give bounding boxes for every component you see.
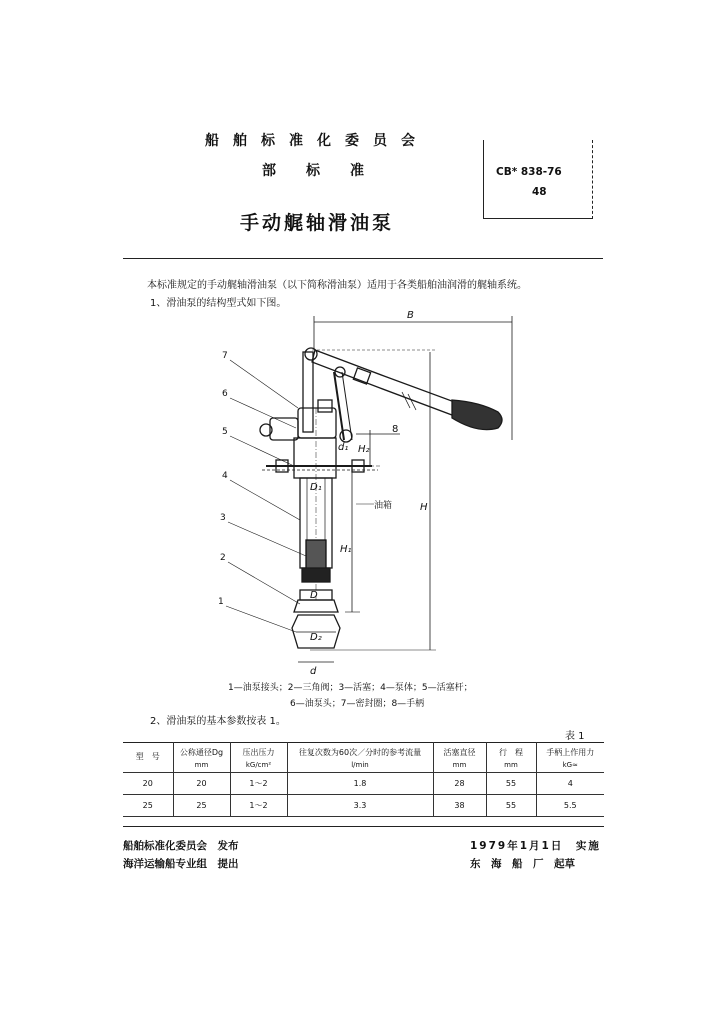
bottom-rule [123,826,604,827]
item-2-text: 2、滑油泵的基本参数按表 1。 [150,716,286,727]
table-cell: 3.3 [287,795,433,817]
callout-4: 4 [222,471,228,481]
table-header-row [123,743,604,773]
figure-caption-line-2: 6—油泵头；7—密封圈；8—手柄 [290,699,425,709]
callout-1: 1 [218,597,224,607]
page-title: 手动艉轴滑油泵 [240,212,395,234]
table-cell: 55 [486,795,536,817]
table-row [123,773,604,795]
callout-6: 6 [222,389,228,399]
standard-code-sub: 48 [532,186,547,198]
dim-D-label: D [310,590,318,601]
parameter-table [123,742,604,817]
proposed-by: 海洋运输船专业组 提出 [123,858,239,870]
table-cell: 25 [142,801,153,810]
dim-d1-label: d₁ [338,442,349,453]
drafted-by: 东 海 船 厂 起草 [470,858,575,870]
dim-H1-label: H₁ [340,544,352,555]
header-nominal-diameter: 公称通径Dg mm [173,743,230,773]
callout-5: 5 [222,427,228,437]
table-cell: 38 [433,795,486,817]
dim-H2-label: H₂ [358,444,370,455]
oil-tank-label: 油箱 [374,501,393,511]
table-cell: 25 [173,795,230,817]
callout-2: 2 [220,553,226,563]
header-handle-force: 手柄上作用力 kG≈ [536,743,604,773]
figure-caption-line-1: 1—油泵接头；2—三角阀；3—活塞；4—泵体；5—活塞杆； [228,683,473,693]
header-stroke: 行 程 mm [486,743,536,773]
table-cell: 55 [486,773,536,795]
dim-D2-label: D₂ [310,632,322,643]
intro-paragraph: 本标准规定的手动艉轴滑油泵（以下简称滑油泵）适用于各类船舶油润滑的艉轴系统。 [147,280,527,291]
table-cell: 4 [536,773,604,795]
table-cell: 1～2 [230,795,287,817]
angle-label: 8 [392,424,399,435]
callout-3: 3 [220,513,226,523]
table-row [123,795,604,817]
standard-type: 部标准 [262,163,394,179]
dim-d-label: d [310,666,317,677]
callout-7: 7 [222,351,228,361]
dim-H-label: H [420,502,428,513]
header-model: 型 号 [135,751,160,761]
table-number: 表 1 [565,731,585,742]
header-piston-diameter: 活塞直径 mm [433,743,486,773]
effective-date: 1979年1月1日 实施 [470,840,601,852]
dim-B-label: B [407,310,414,321]
table-cell: 1～2 [230,773,287,795]
issued-by: 船舶标准化委员会 发布 [123,840,239,852]
header-reference-flow: 往复次数为60次／分时的参考流量 l/min [287,743,433,773]
dim-D1-label: D₁ [310,482,322,493]
table-cell: 1.8 [287,773,433,795]
issuing-committee: 船舶标准化委员会 [205,133,429,149]
table-cell: 28 [433,773,486,795]
item-1-text: 1、滑油泵的结构型式如下图。 [150,298,287,309]
table-cell: 5.5 [536,795,604,817]
table-cell: 20 [142,779,153,788]
standard-code: CB* 838-76 [496,166,562,178]
table-cell: 20 [173,773,230,795]
header-output-pressure: 压出压力 kG/cm² [230,743,287,773]
